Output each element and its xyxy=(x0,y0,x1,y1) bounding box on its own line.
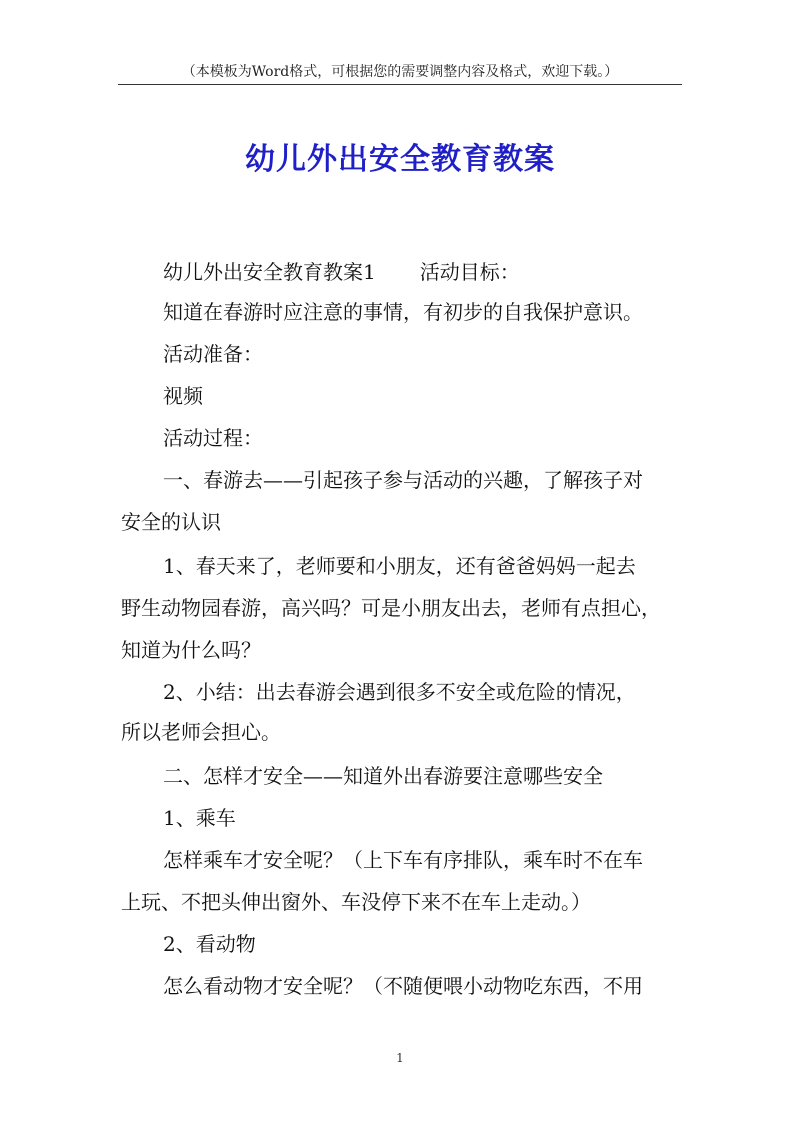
paragraph-line xyxy=(163,258,520,286)
paragraph-line: 怎么看动物才安全呢？（不随便喂小动物吃东西，不用 xyxy=(163,974,643,998)
section-label-preparation: 活动准备： xyxy=(163,342,263,366)
paragraph-line: 一、春游去——引起孩子参与活动的兴趣，了解孩子对 xyxy=(163,468,643,492)
section-label-process: 活动过程： xyxy=(163,426,263,450)
paragraph-line: 上玩、不把头伸出窗外、车没停下来不在车上走动。） xyxy=(121,890,591,914)
document-title: 幼儿外出安全教育教案 xyxy=(245,142,555,177)
section-label-goals: 活动目标： xyxy=(419,260,520,284)
page-number: 1 xyxy=(396,1051,404,1065)
header-note: （本模板为Word格式，可根据您的需要调整内容及格式，欢迎下载。） xyxy=(181,64,619,80)
paragraph-line: 1、春天来了，老师要和小朋友，还有爸爸妈妈一起去 xyxy=(163,554,636,578)
paragraph-line: 所以老师会担心。 xyxy=(121,720,281,744)
paragraph-line: 安全的认识 xyxy=(121,510,221,534)
paragraph-line: 视频 xyxy=(163,384,203,408)
paragraph-line: 怎样乘车才安全呢？（上下车有序排队，乘车时不在车 xyxy=(163,848,643,872)
paragraph-line: 2、看动物 xyxy=(163,932,256,956)
lesson-heading: 幼儿外出安全教育教案1 xyxy=(163,260,376,284)
header-divider xyxy=(118,84,682,85)
paragraph-line: 2、小结：出去春游会遇到很多不安全或危险的情况， xyxy=(163,680,636,704)
paragraph-line: 知道为什么吗？ xyxy=(121,638,261,662)
paragraph-line: 野生动物园春游，高兴吗？可是小朋友出去，老师有点担心， xyxy=(121,596,661,620)
paragraph-line: 知道在春游时应注意的事情，有初步的自我保护意识。 xyxy=(163,300,643,324)
paragraph-line: 1、乘车 xyxy=(163,806,236,830)
paragraph-line: 二、怎样才安全——知道外出春游要注意哪些安全 xyxy=(163,764,603,788)
